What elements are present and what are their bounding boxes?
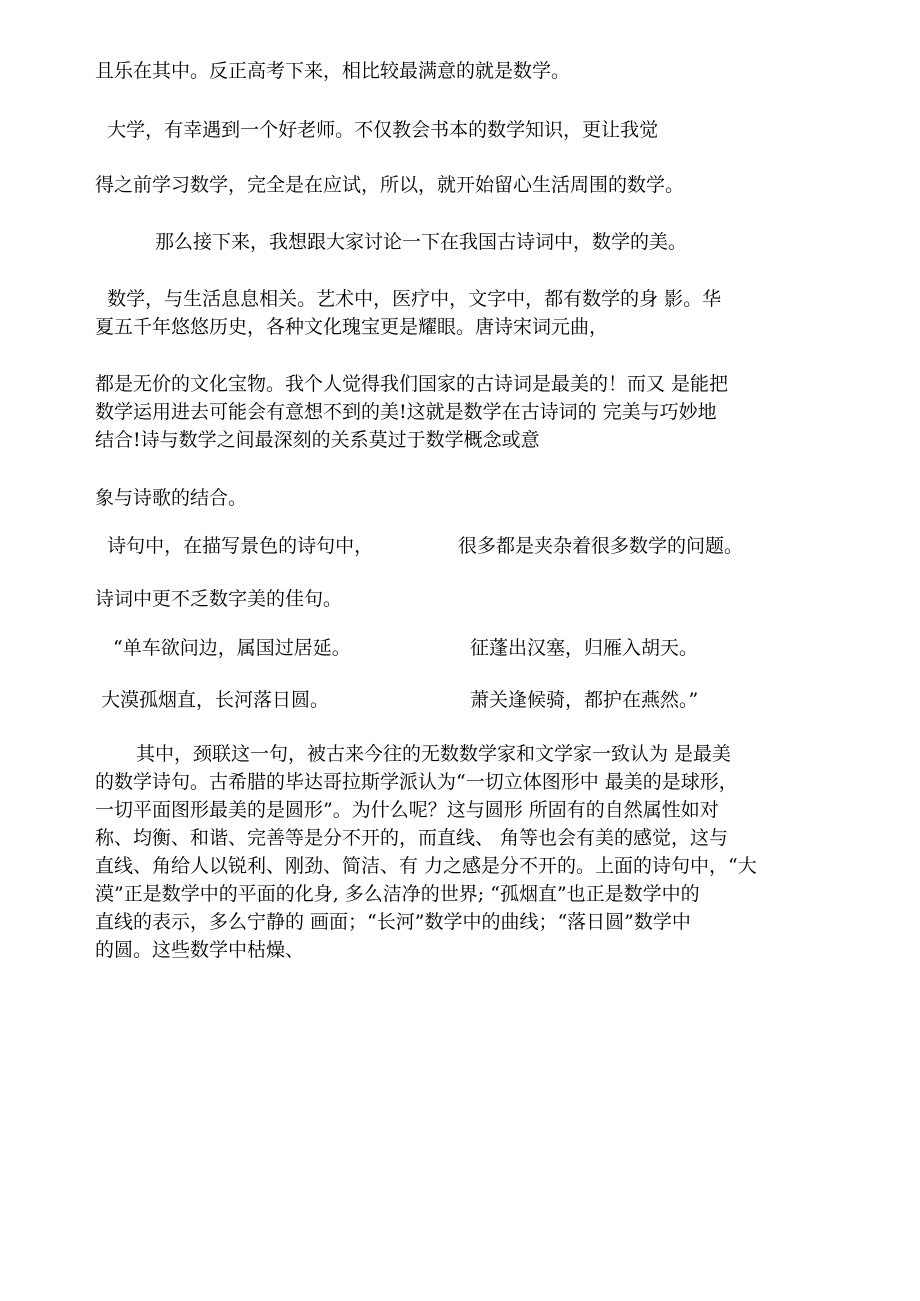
text-line: 数学运用进去可能会有意想不到的美!这就是数学在古诗词的 完美与巧妙地	[95, 401, 717, 423]
text-line: 夏五千年悠悠历史，各种文化瑰宝更是耀眼。唐诗宋词元曲，	[95, 316, 609, 338]
text-line: 称、均衡、和谐、完善等是分不开的，而直线、 角等也会有美的感觉，这与	[95, 827, 729, 849]
text-line: 那么接下来，我想跟大家讨论一下在我国古诗词中，数学的美。	[155, 231, 688, 253]
text-line: 结合!诗与数学之间最深刻的关系莫过于数学概念或意	[95, 429, 540, 451]
text-line: 很多都是夹杂着很多数学的问题。	[458, 535, 744, 557]
text-line: 直线、角给人以锐利、刚劲、简洁、有 力之感是分不开的。上面的诗句中，“大	[95, 855, 757, 877]
poem-line: “单车欲问边，属国过居延。	[113, 637, 351, 659]
text-line: 大学，有幸遇到一个好老师。不仅教会书本的数学知识，更让我觉	[95, 119, 659, 141]
text-line: 象与诗歌的结合。	[95, 487, 248, 509]
poem-line: 萧关逢候骑，都护在燕然。”	[470, 689, 699, 711]
text-line: 其中，颈联这一句，被古来今往的无数数学家和文学家一致认为 是最美	[136, 743, 732, 765]
poem-line: 大漠孤烟直，长河落日圆。	[101, 689, 330, 711]
poem-line: 征蓬出汉塞，归雁入胡天。	[470, 637, 699, 659]
text-line: 直线的表示，多么宁静的 画面；“长河”数学中的曲线；“落日圆”数学中	[95, 911, 691, 933]
text-line: 都是无价的文化宝物。我个人觉得我们国家的古诗词是最美的！而又 是能把	[95, 373, 729, 395]
text-line: 诗词中更不乏数字美的佳句。	[95, 588, 343, 610]
text-line: 数学，与生活息息相关。艺术中，医疗中，文字中，都有数学的身 影。华	[95, 288, 722, 310]
text-line: 一切平面图形最美的是圆形”。为什么呢？这与圆形 所固有的自然属性如对	[95, 799, 719, 821]
text-line: 漠”正是数学中的平面的化身, 多么洁净的世界; “孤烟直”也正是数学中的	[95, 883, 700, 905]
text-line: 诗句中，在描写景色的诗句中，	[95, 535, 374, 557]
text-line: 的数学诗句。古希腊的毕达哥拉斯学派认为“一切立体图形中 最美的是球形，	[95, 771, 738, 793]
text-line: 得之前学习数学，完全是在应试，所以，就开始留心生活周围的数学。	[95, 174, 685, 196]
text-line: 的圆。这些数学中枯燥、	[95, 939, 305, 961]
text-line: 且乐在其中。反正高考下来，相比较最满意的就是数学。	[95, 60, 571, 82]
